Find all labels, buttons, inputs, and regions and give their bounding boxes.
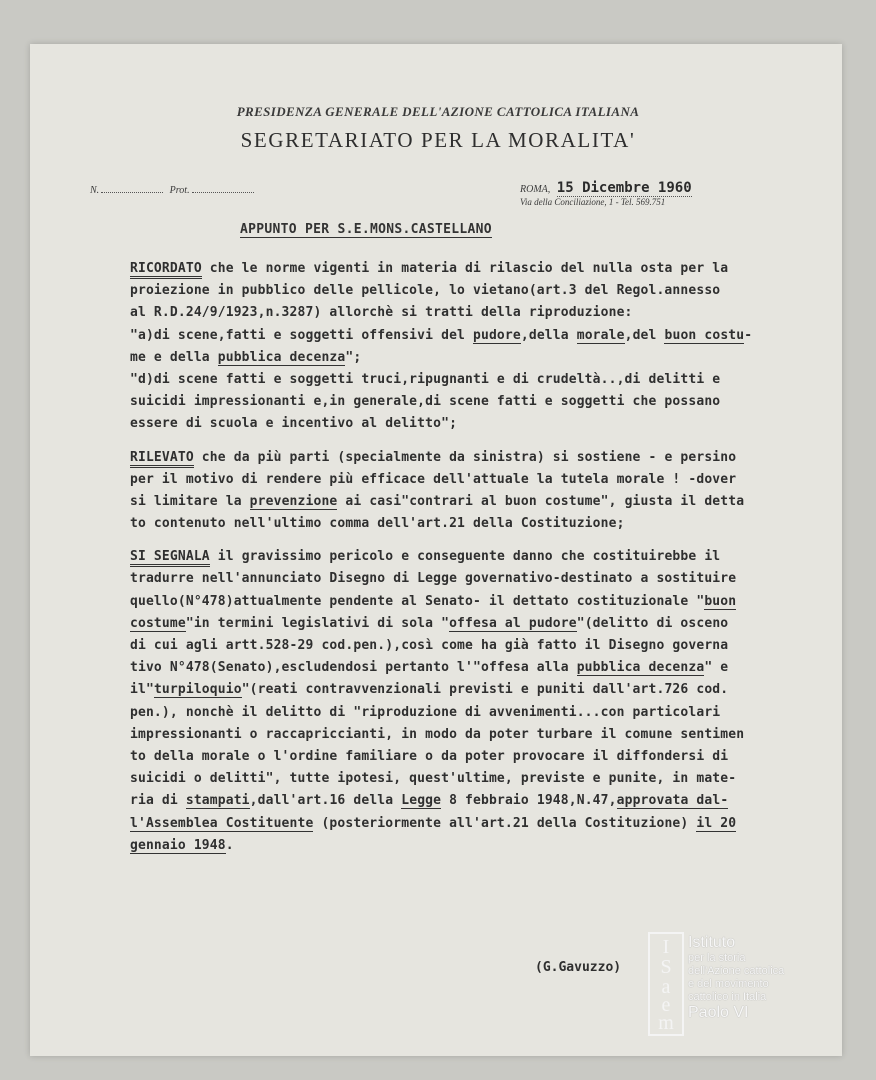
underlined-phrase: approvata dal- [616, 793, 729, 809]
body-line [130, 679, 830, 701]
body-text: ria di [130, 793, 186, 809]
underlined-phrase: pubblica decenza [576, 660, 705, 676]
underlined-phrase: prevenzione [249, 493, 338, 509]
body-line [130, 413, 830, 435]
number-protocol-fields [90, 183, 258, 196]
body-line [130, 391, 830, 413]
body-line [130, 568, 830, 590]
body-text: to della morale o l'ordine familiare o da poter provocare il diffondersi di [130, 748, 729, 764]
body-text: di cui agli artt.528-29 cod.pen.),così come ha già fatto il Disegno governa [130, 638, 729, 653]
body-text: "in termini legislativi di sola " [185, 615, 450, 631]
body-text: "(reati contravvenzionali previsti e puniti dall'art.726 cod. [241, 682, 729, 698]
body-line [130, 724, 830, 746]
body-text: tradurre nell'annunciato Disegno di Legge governativo-destinato a sostituire [130, 571, 737, 587]
body-text: "a)di scene,fatti e soggetti offensivi del [130, 327, 473, 343]
logo-letter: m [658, 1012, 674, 1034]
protocol-label: Prot. [169, 185, 190, 196]
logo-letter: a [661, 976, 671, 998]
body-text: ,del [624, 327, 665, 343]
body-text: me e della [130, 349, 218, 365]
letter-date: 15 Dicembre 1960 [556, 180, 692, 196]
body-text: che le norme vigenti in materia di rilascio del nulla osta per la [201, 261, 729, 276]
body-line [130, 591, 830, 613]
body-text: (posteriormente all'art.21 della Costituzione) [313, 815, 697, 831]
body-text: "(delitto di osceno [576, 615, 729, 631]
logo-letter: S [660, 956, 672, 978]
body-text: ,dall'art.16 della [249, 793, 402, 809]
institute-logo-mark [648, 932, 684, 1036]
body-text: tivo N°478(Senato),escludendosi pertanto l'"offesa alla [130, 660, 577, 676]
body-text: "d)di scene fatti e soggetti truci,ripugnanti e di crudeltà..,di delitti e [130, 371, 721, 387]
section-keyword: RICORDATO [130, 261, 202, 279]
underlined-phrase: gennaio 1948 [130, 837, 226, 853]
body-text: - [744, 327, 753, 343]
body-line [130, 790, 830, 812]
body-line [130, 746, 830, 768]
body-text: . [225, 837, 234, 853]
watermark-line: Istituto [688, 934, 736, 951]
body-line [130, 657, 830, 679]
body-text: to contenuto nell'ultimo comma dell'art.21 della Costituzione; [130, 516, 625, 532]
body-line [130, 369, 830, 391]
body-line [130, 513, 830, 535]
letterhead-office: SEGRETARIATO PER LA MORALITA' [240, 128, 636, 152]
underlined-phrase: costume [130, 615, 186, 631]
section-keyword: RILEVATO [130, 450, 194, 468]
body-text: al R.D.24/9/1923,n.3287) allorchè si tratti della riproduzione: [130, 305, 633, 321]
body-line [130, 491, 830, 513]
watermark-line: cattolico in Italia [688, 991, 767, 1003]
body-line [130, 702, 830, 724]
body-text: suicidi impressionanti e,in generale,di scene fatti e soggetti che possano [130, 394, 721, 410]
body-line [130, 768, 830, 790]
body-text: il gravissimo pericolo e conseguente danno che costituirebbe il [209, 549, 721, 565]
logo-letter: I [662, 936, 670, 958]
letterhead-address: Via della Conciliazione, 1 - Tel. 569.751 [520, 197, 666, 207]
city-label: ROMA, [520, 184, 551, 195]
memo-body [130, 258, 830, 857]
signature: (G.Gavuzzo) [535, 960, 622, 975]
body-text: " e [704, 660, 729, 676]
place-date-block [520, 180, 692, 207]
body-text: proiezione in pubblico delle pellicole, lo vietano(art.3 del Regol.annesso [130, 283, 721, 299]
number-blank [101, 183, 163, 193]
underlined-phrase: buon [704, 593, 737, 609]
logo-letter: e [661, 994, 671, 1016]
underlined-phrase: stampati [185, 793, 250, 809]
section-keyword: SI SEGNALA [130, 549, 210, 567]
underlined-phrase: il 20 [696, 815, 737, 831]
body-line [130, 635, 830, 657]
underlined-phrase: l'Assemblea Costituente [130, 815, 314, 831]
watermark-line: Paolo VI [688, 1004, 749, 1021]
body-line [130, 613, 830, 635]
underlined-phrase: pudore [473, 327, 521, 343]
watermark-line: e del movimento [688, 978, 769, 990]
institute-name [688, 934, 784, 1022]
body-text: quello(N°478)attualmente pendente al Senato- il dettato costituzionale " [130, 593, 705, 609]
body-text: che da più parti (specialmente da sinistra) si sostiene - e persino [193, 449, 737, 465]
archive-watermark [648, 932, 828, 1036]
body-line [130, 258, 830, 280]
protocol-blank [192, 183, 254, 193]
body-line [130, 302, 830, 324]
letterhead-organization: PRESIDENZA GENERALE DELL'AZIONE CATTOLICA ITALIANA [236, 104, 640, 119]
body-line [130, 835, 830, 857]
underlined-phrase: buon costu [664, 327, 745, 343]
underlined-phrase: offesa al pudore [449, 615, 577, 631]
watermark-line: per la storia [688, 952, 746, 964]
body-text: ,della [520, 327, 577, 343]
underlined-phrase: Legge [401, 793, 442, 809]
body-line [130, 469, 830, 491]
body-text: essere di scuola e incentivo al delitto"; [130, 416, 458, 432]
body-line [130, 347, 830, 369]
body-line [130, 447, 830, 469]
watermark-line: dell'Azione cattolica [688, 965, 785, 977]
body-text: 8 febbraio 1948,N.47, [441, 793, 617, 809]
paragraph-gap [130, 436, 830, 447]
underlined-phrase: morale [576, 327, 625, 343]
underlined-phrase: turpiloquio [153, 682, 242, 698]
body-line [130, 546, 830, 568]
number-label: N. [90, 185, 100, 196]
body-text: "; [345, 349, 362, 365]
body-text: il" [130, 682, 154, 698]
body-line [130, 813, 830, 835]
underlined-phrase: pubblica decenza [217, 349, 346, 365]
body-text: per il motivo di rendere più efficace dell'attuale la tutela morale ! -dover [130, 471, 737, 487]
body-line [130, 280, 830, 302]
body-text: impressionanti o raccapriccianti, in modo da poter turbare il comune sentimen [130, 726, 745, 742]
body-text: ai casi"contrari al buon costume", giusta il detta [337, 493, 745, 509]
paragraph-gap [130, 535, 830, 546]
body-text: suicidi o delitti", tutte ipotesi, quest'ultime, previste e punite, in mate- [130, 771, 737, 787]
memo-title: APPUNTO PER S.E.MONS.CASTELLANO [240, 222, 492, 237]
body-text: si limitare la [130, 493, 250, 509]
body-text: pen.), nonchè il delitto di "riproduzione di avvenimenti...con particolari [130, 704, 721, 720]
body-line [130, 325, 830, 347]
